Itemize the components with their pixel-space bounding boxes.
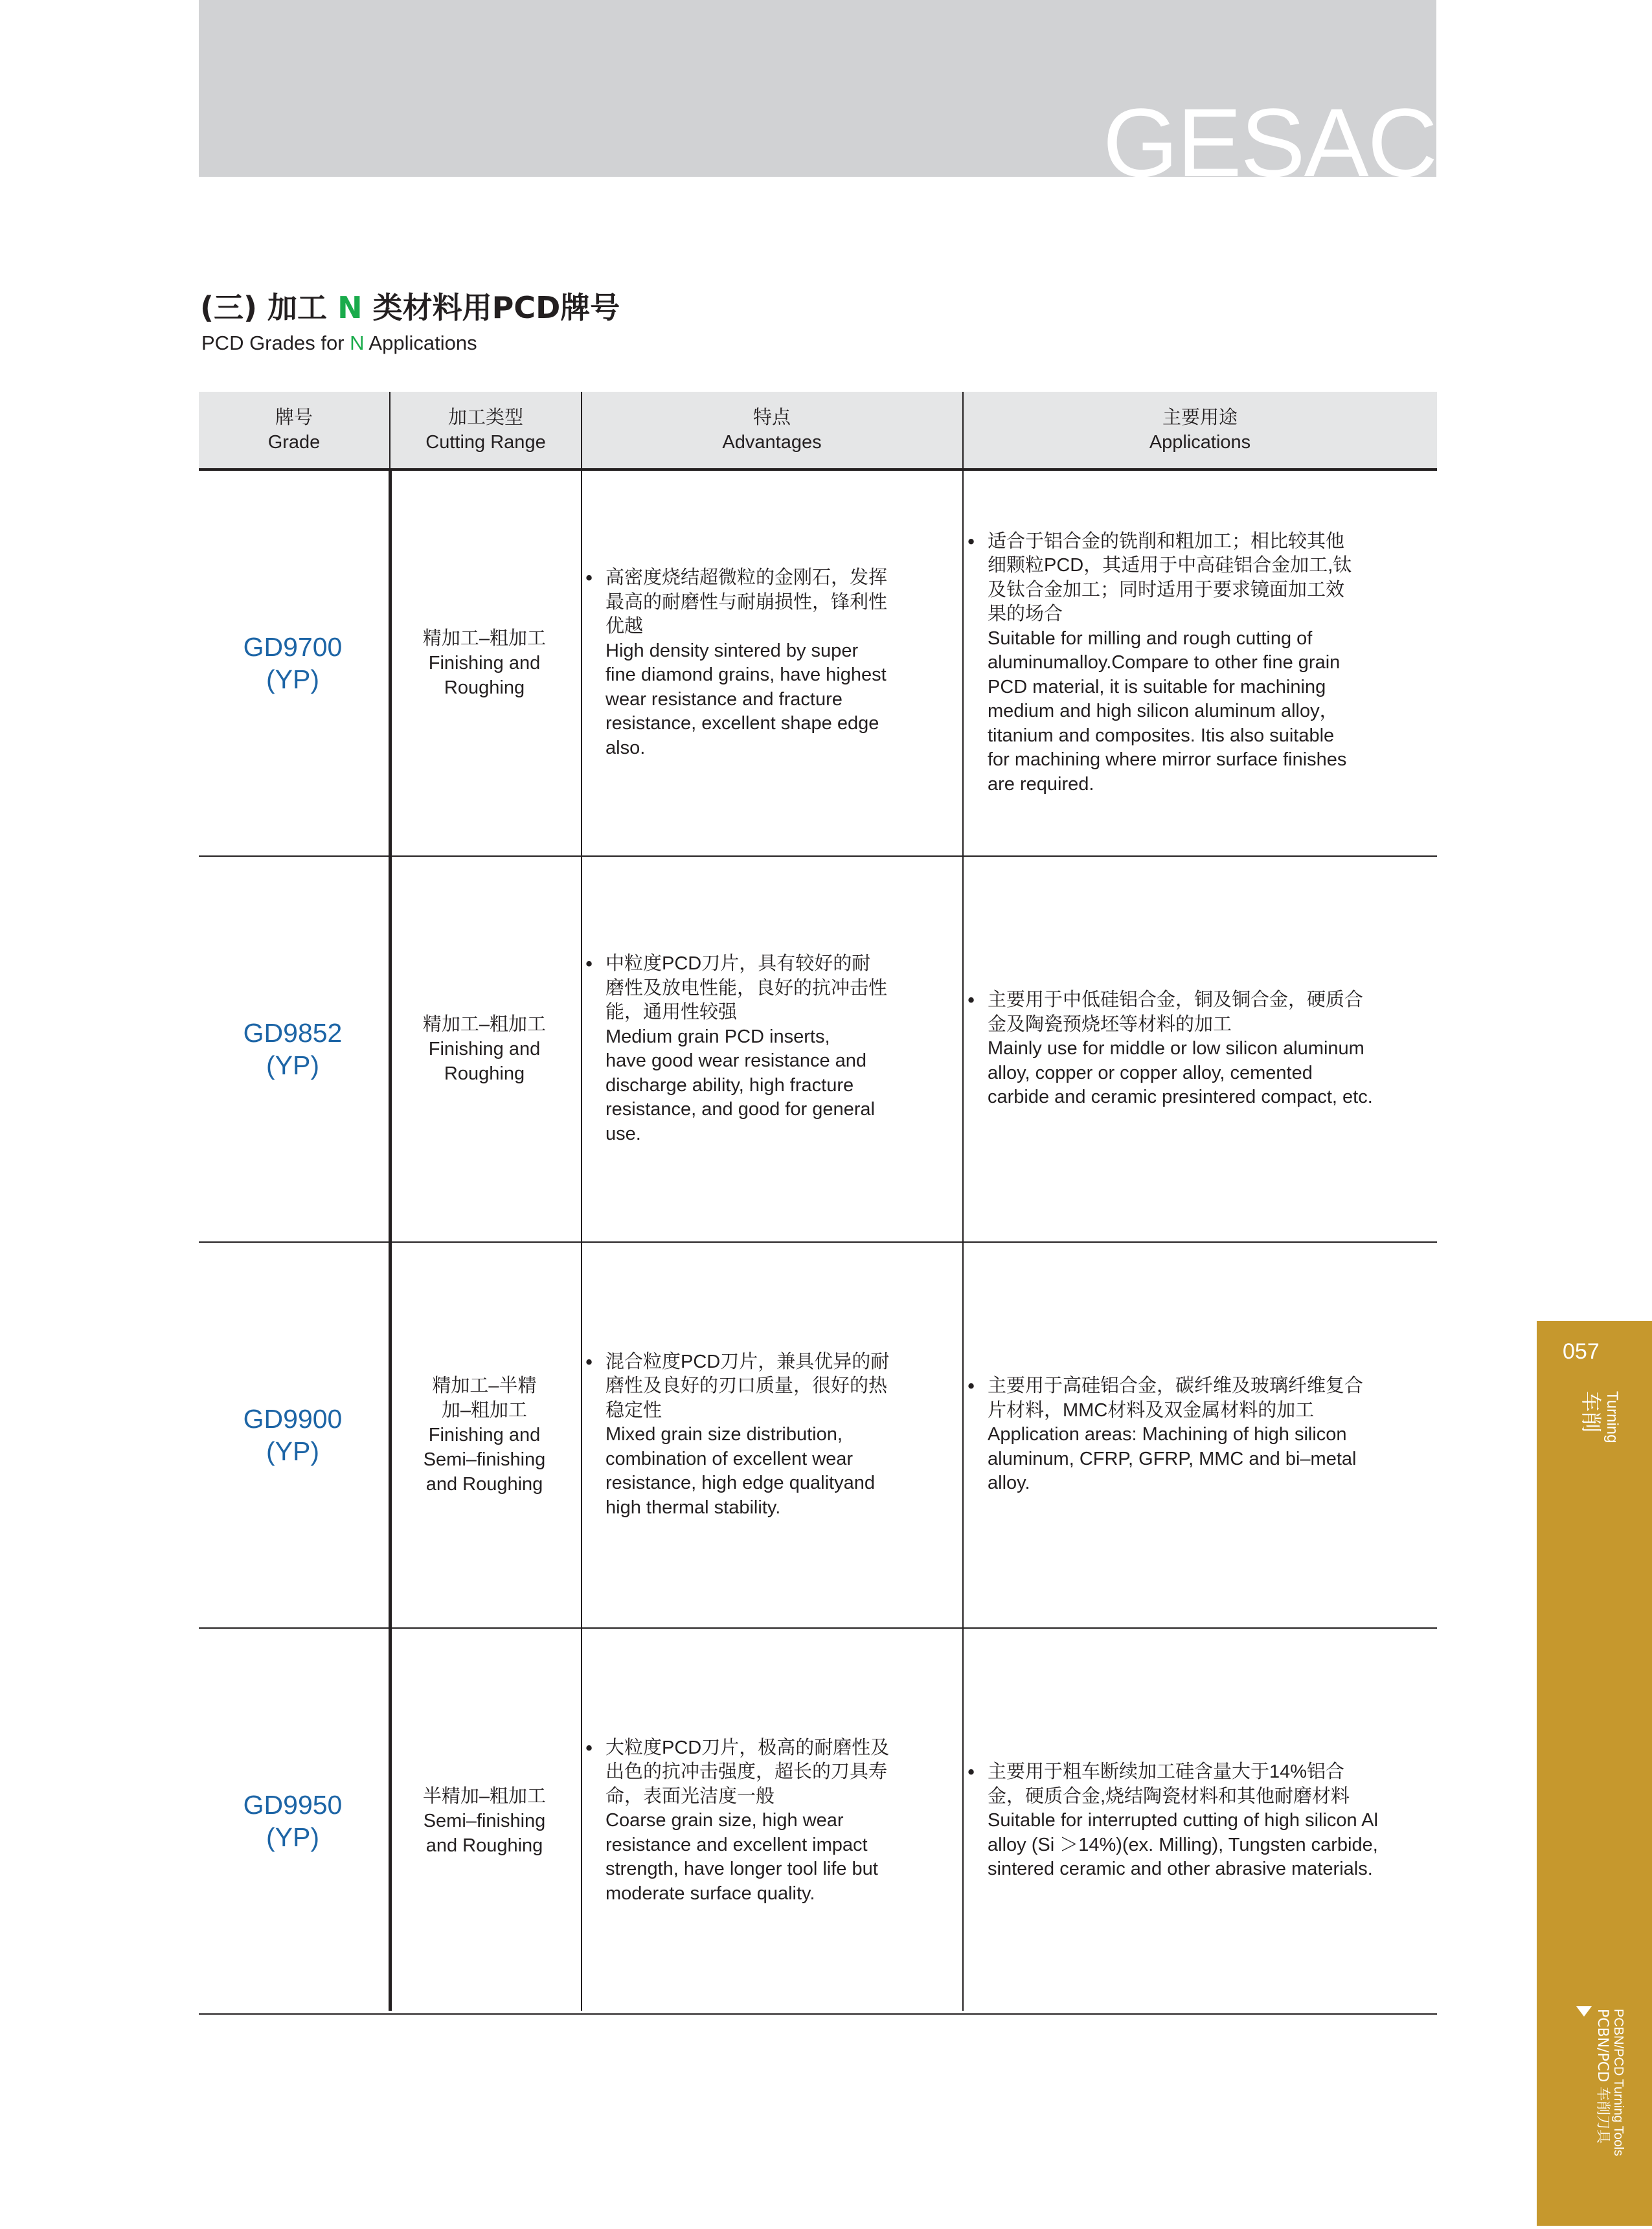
bullet-icon: • bbox=[966, 530, 977, 553]
cutting-range-cell bbox=[390, 1243, 578, 1627]
sidebar-category-cn: 车削 bbox=[1579, 1391, 1603, 1433]
applications-cell bbox=[966, 1629, 1428, 2013]
grade-name: GD9900 bbox=[243, 1404, 343, 1434]
section-title-prefix: (三) 加工 bbox=[200, 290, 338, 325]
cutting-range-line: Semi–finishing bbox=[423, 1449, 546, 1470]
cutting-range-line: 精加工–粗加工 bbox=[422, 1014, 547, 1035]
bullet-icon: • bbox=[583, 1737, 595, 1759]
text-line: 命，表面光洁度一般 bbox=[605, 1785, 775, 1807]
cutting-range-line: Roughing bbox=[444, 677, 525, 698]
text-line: Coarse grain size, high wear bbox=[605, 1810, 844, 1831]
grade-cell bbox=[199, 1629, 387, 2013]
sidebar-category bbox=[1563, 1391, 1621, 1501]
text-line: combination of excellent wear bbox=[605, 1448, 854, 1469]
text-line: 主要用于粗车断续加工硅含量大于14%铝合 bbox=[988, 1761, 1345, 1783]
grade-cell bbox=[199, 471, 387, 855]
bullet-icon: • bbox=[966, 1761, 977, 1784]
applications-cell bbox=[966, 1243, 1428, 1627]
column-header-grade bbox=[199, 392, 389, 468]
text-line: Suitable for interrupted cutting of high silicon Al bbox=[988, 1810, 1378, 1831]
bullet-item bbox=[583, 566, 955, 760]
text-line: 金及陶瓷预烧坯等材料的加工 bbox=[988, 1013, 1232, 1035]
advantages-cell bbox=[583, 1629, 955, 2013]
table-header bbox=[199, 392, 1437, 471]
text-line: 稳定性 bbox=[605, 1399, 662, 1421]
column-divider bbox=[389, 392, 390, 468]
bullet-item bbox=[583, 1736, 955, 1907]
advantages-cell bbox=[583, 471, 955, 855]
applications-cell bbox=[966, 857, 1428, 1241]
section-subtitle-prefix: PCD Grades for bbox=[201, 332, 350, 354]
section-title-suffix: 类材料用PCD牌号 bbox=[362, 290, 620, 325]
column-header-en: Cutting Range bbox=[425, 432, 546, 453]
text-line: High density sintered by super bbox=[605, 640, 859, 661]
column-header-en: Advantages bbox=[722, 432, 822, 453]
text-line: 出色的抗冲击强度，超长的刀具寿 bbox=[605, 1761, 888, 1783]
bullet-item bbox=[966, 1760, 1428, 1882]
bullet-icon: • bbox=[583, 567, 595, 589]
text-line: 适合于铝合金的铣削和粗加工；相比较其他 bbox=[988, 530, 1345, 552]
section-title bbox=[200, 290, 620, 325]
text-line: 最高的耐磨性与耐崩损性，锋利性 bbox=[605, 591, 888, 613]
text-line: PCD material, it is suitable for machining bbox=[988, 676, 1326, 697]
text-line: 主要用于高硅铝合金，碳纤维及玻璃纤维复合 bbox=[988, 1375, 1364, 1397]
text-line: aluminum, CFRP, GFRP, MMC and bi–metal bbox=[988, 1448, 1357, 1469]
sidebar-footer bbox=[1594, 2009, 1626, 2229]
grade-suffix: (YP) bbox=[266, 664, 319, 694]
page-number: 057 bbox=[1563, 1339, 1600, 1364]
text-line: also. bbox=[605, 737, 646, 758]
cutting-range-line: and Roughing bbox=[425, 1835, 543, 1856]
sidebar-category-en: Turning bbox=[1603, 1391, 1621, 1443]
section-subtitle bbox=[201, 333, 477, 353]
cutting-range-cell bbox=[390, 471, 578, 855]
text-line: Mixed grain size distribution, bbox=[605, 1424, 843, 1445]
text-line: have good wear resistance and bbox=[605, 1050, 867, 1071]
text-line: fine diamond grains, have highest bbox=[605, 664, 887, 685]
grade-name: GD9852 bbox=[243, 1018, 343, 1048]
cutting-range-line: 加–粗加工 bbox=[441, 1400, 528, 1421]
text-line: moderate surface quality. bbox=[605, 1883, 815, 1904]
text-line: 能，通用性较强 bbox=[605, 1002, 738, 1023]
text-line: 混合粒度PCD刀片，兼具优异的耐 bbox=[605, 1351, 890, 1372]
column-header-cn: 主要用途 bbox=[1162, 407, 1238, 428]
text-line: 果的场合 bbox=[988, 604, 1063, 625]
text-line: 中粒度PCD刀片，具有较好的耐 bbox=[605, 953, 871, 974]
bullet-item bbox=[583, 952, 955, 1146]
text-line: alloy. bbox=[988, 1473, 1030, 1494]
text-line: use. bbox=[605, 1123, 641, 1144]
section-title-letter: N bbox=[337, 290, 363, 325]
grade-cell bbox=[199, 1243, 387, 1627]
text-line: carbide and ceramic presintered compact, etc. bbox=[988, 1087, 1373, 1108]
text-line: 磨性及良好的刃口质量，很好的热 bbox=[605, 1375, 888, 1397]
column-divider bbox=[581, 392, 582, 468]
cutting-range-line: and Roughing bbox=[425, 1474, 543, 1495]
grade-cell bbox=[199, 857, 387, 1241]
text-line: 优越 bbox=[605, 616, 644, 637]
grade-name: GD9950 bbox=[243, 1790, 343, 1820]
text-line: resistance and excellent impact bbox=[605, 1834, 868, 1855]
cutting-range-line: Finishing and bbox=[428, 653, 541, 673]
text-line: 及钛合金加工；同时适用于要求镜面加工效 bbox=[988, 579, 1345, 600]
triangle-marker-icon bbox=[1576, 2006, 1592, 2017]
text-line: titanium and composites. Itis also suitable bbox=[988, 725, 1335, 746]
advantages-cell bbox=[583, 1243, 955, 1627]
bullet-item bbox=[966, 1374, 1428, 1496]
text-line: resistance, high edge qualityand bbox=[605, 1473, 875, 1494]
advantages-cell bbox=[583, 857, 955, 1241]
text-line: medium and high silicon aluminum alloy， bbox=[988, 701, 1339, 722]
text-line: alloy (Si ＞14%)(ex. Milling), Tungsten carbide, bbox=[988, 1834, 1378, 1855]
text-line: 金，硬质合金,烧结陶瓷材料和其他耐磨材料 bbox=[988, 1785, 1350, 1807]
column-header-cn: 特点 bbox=[752, 407, 791, 428]
cutting-range-line: Finishing and bbox=[428, 1039, 541, 1059]
text-line: alloy, copper or copper alloy, cemented bbox=[988, 1062, 1313, 1083]
text-line: sintered ceramic and other abrasive materials. bbox=[988, 1859, 1373, 1880]
cutting-range-line: Roughing bbox=[444, 1063, 525, 1084]
bullet-item bbox=[966, 988, 1428, 1110]
grade-suffix: (YP) bbox=[266, 1822, 319, 1852]
applications-cell bbox=[966, 471, 1428, 855]
column-header-en: Grade bbox=[267, 432, 321, 453]
table-row bbox=[199, 1629, 1437, 2015]
text-line: 磨性及放电性能，良好的抗冲击性 bbox=[605, 977, 888, 999]
table-body bbox=[199, 471, 1437, 2011]
cutting-range-line: 精加工–粗加工 bbox=[422, 628, 547, 649]
text-line: 大粒度PCD刀片，极高的耐磨性及 bbox=[605, 1737, 890, 1758]
text-line: 高密度烧结超微粒的金刚石，发挥 bbox=[605, 567, 888, 588]
text-line: discharge ability, high fracture bbox=[605, 1074, 854, 1096]
cutting-range-line: 半精加–粗加工 bbox=[422, 1786, 547, 1807]
column-header-cn: 牌号 bbox=[275, 407, 313, 428]
text-line: wear resistance and fracture bbox=[605, 688, 843, 710]
text-line: aluminumalloy.Compare to other fine grain bbox=[988, 652, 1341, 673]
text-line: Suitable for milling and rough cutting of bbox=[988, 628, 1313, 649]
column-header-applications bbox=[963, 392, 1437, 468]
grade-name: GD9700 bbox=[243, 632, 343, 662]
text-line: resistance, excellent shape edge bbox=[605, 713, 879, 734]
bullet-icon: • bbox=[966, 990, 977, 1012]
column-header-cn: 加工类型 bbox=[447, 407, 523, 428]
text-line: Medium grain PCD inserts, bbox=[605, 1026, 830, 1047]
bullet-item bbox=[966, 530, 1428, 797]
text-line: are required. bbox=[988, 773, 1094, 795]
table-row bbox=[199, 1243, 1437, 1629]
text-line: Application areas: Machining of high silicon bbox=[988, 1424, 1347, 1445]
text-line: resistance, and good for general bbox=[605, 1099, 875, 1120]
text-line: high thermal stability. bbox=[605, 1497, 781, 1518]
text-line: 细颗粒PCD，其适用于中高硅铝合金加工,钛 bbox=[988, 555, 1352, 576]
table-row bbox=[199, 857, 1437, 1243]
text-line: Mainly use for middle or low silicon aluminum bbox=[988, 1038, 1364, 1059]
text-line: 主要用于中低硅铝合金，铜及铜合金，硬质合 bbox=[988, 990, 1364, 1011]
text-line: strength, have longer tool life but bbox=[605, 1859, 878, 1880]
text-line: for machining where mirror surface finishes bbox=[988, 749, 1347, 771]
cutting-range-line: Finishing and bbox=[428, 1425, 541, 1445]
bullet-icon: • bbox=[583, 1351, 595, 1374]
grade-suffix: (YP) bbox=[266, 1050, 319, 1080]
bullet-item bbox=[583, 1350, 955, 1521]
header-banner bbox=[199, 0, 1436, 177]
section-subtitle-letter: N bbox=[350, 332, 365, 354]
bullet-icon: • bbox=[966, 1375, 977, 1398]
brand-logo-text: GESAC bbox=[1102, 88, 1436, 177]
cutting-range-line: 精加工–半精 bbox=[432, 1375, 537, 1396]
table-row bbox=[199, 471, 1437, 857]
sidebar-footer-cn: PCBN/PCD 车削刀具 bbox=[1594, 2009, 1611, 2144]
grades-table bbox=[199, 392, 1437, 2011]
bullet-icon: • bbox=[583, 953, 595, 975]
column-header-en: Applications bbox=[1149, 432, 1251, 453]
text-line: 片材料，MMC材料及双金属材料的加工 bbox=[988, 1399, 1315, 1421]
cutting-range-cell bbox=[390, 1629, 578, 2013]
cutting-range-line: Semi–finishing bbox=[423, 1811, 546, 1831]
column-divider bbox=[962, 392, 964, 468]
section-subtitle-suffix: Applications bbox=[364, 332, 477, 354]
column-header-cutting-range bbox=[390, 392, 581, 468]
section-sidebar-tab bbox=[1537, 1321, 1652, 2226]
column-header-advantages bbox=[582, 392, 962, 468]
sidebar-footer-en: PCBN/PCD Turning Tools bbox=[1611, 2009, 1625, 2156]
grade-suffix: (YP) bbox=[266, 1436, 319, 1466]
cutting-range-cell bbox=[390, 857, 578, 1241]
